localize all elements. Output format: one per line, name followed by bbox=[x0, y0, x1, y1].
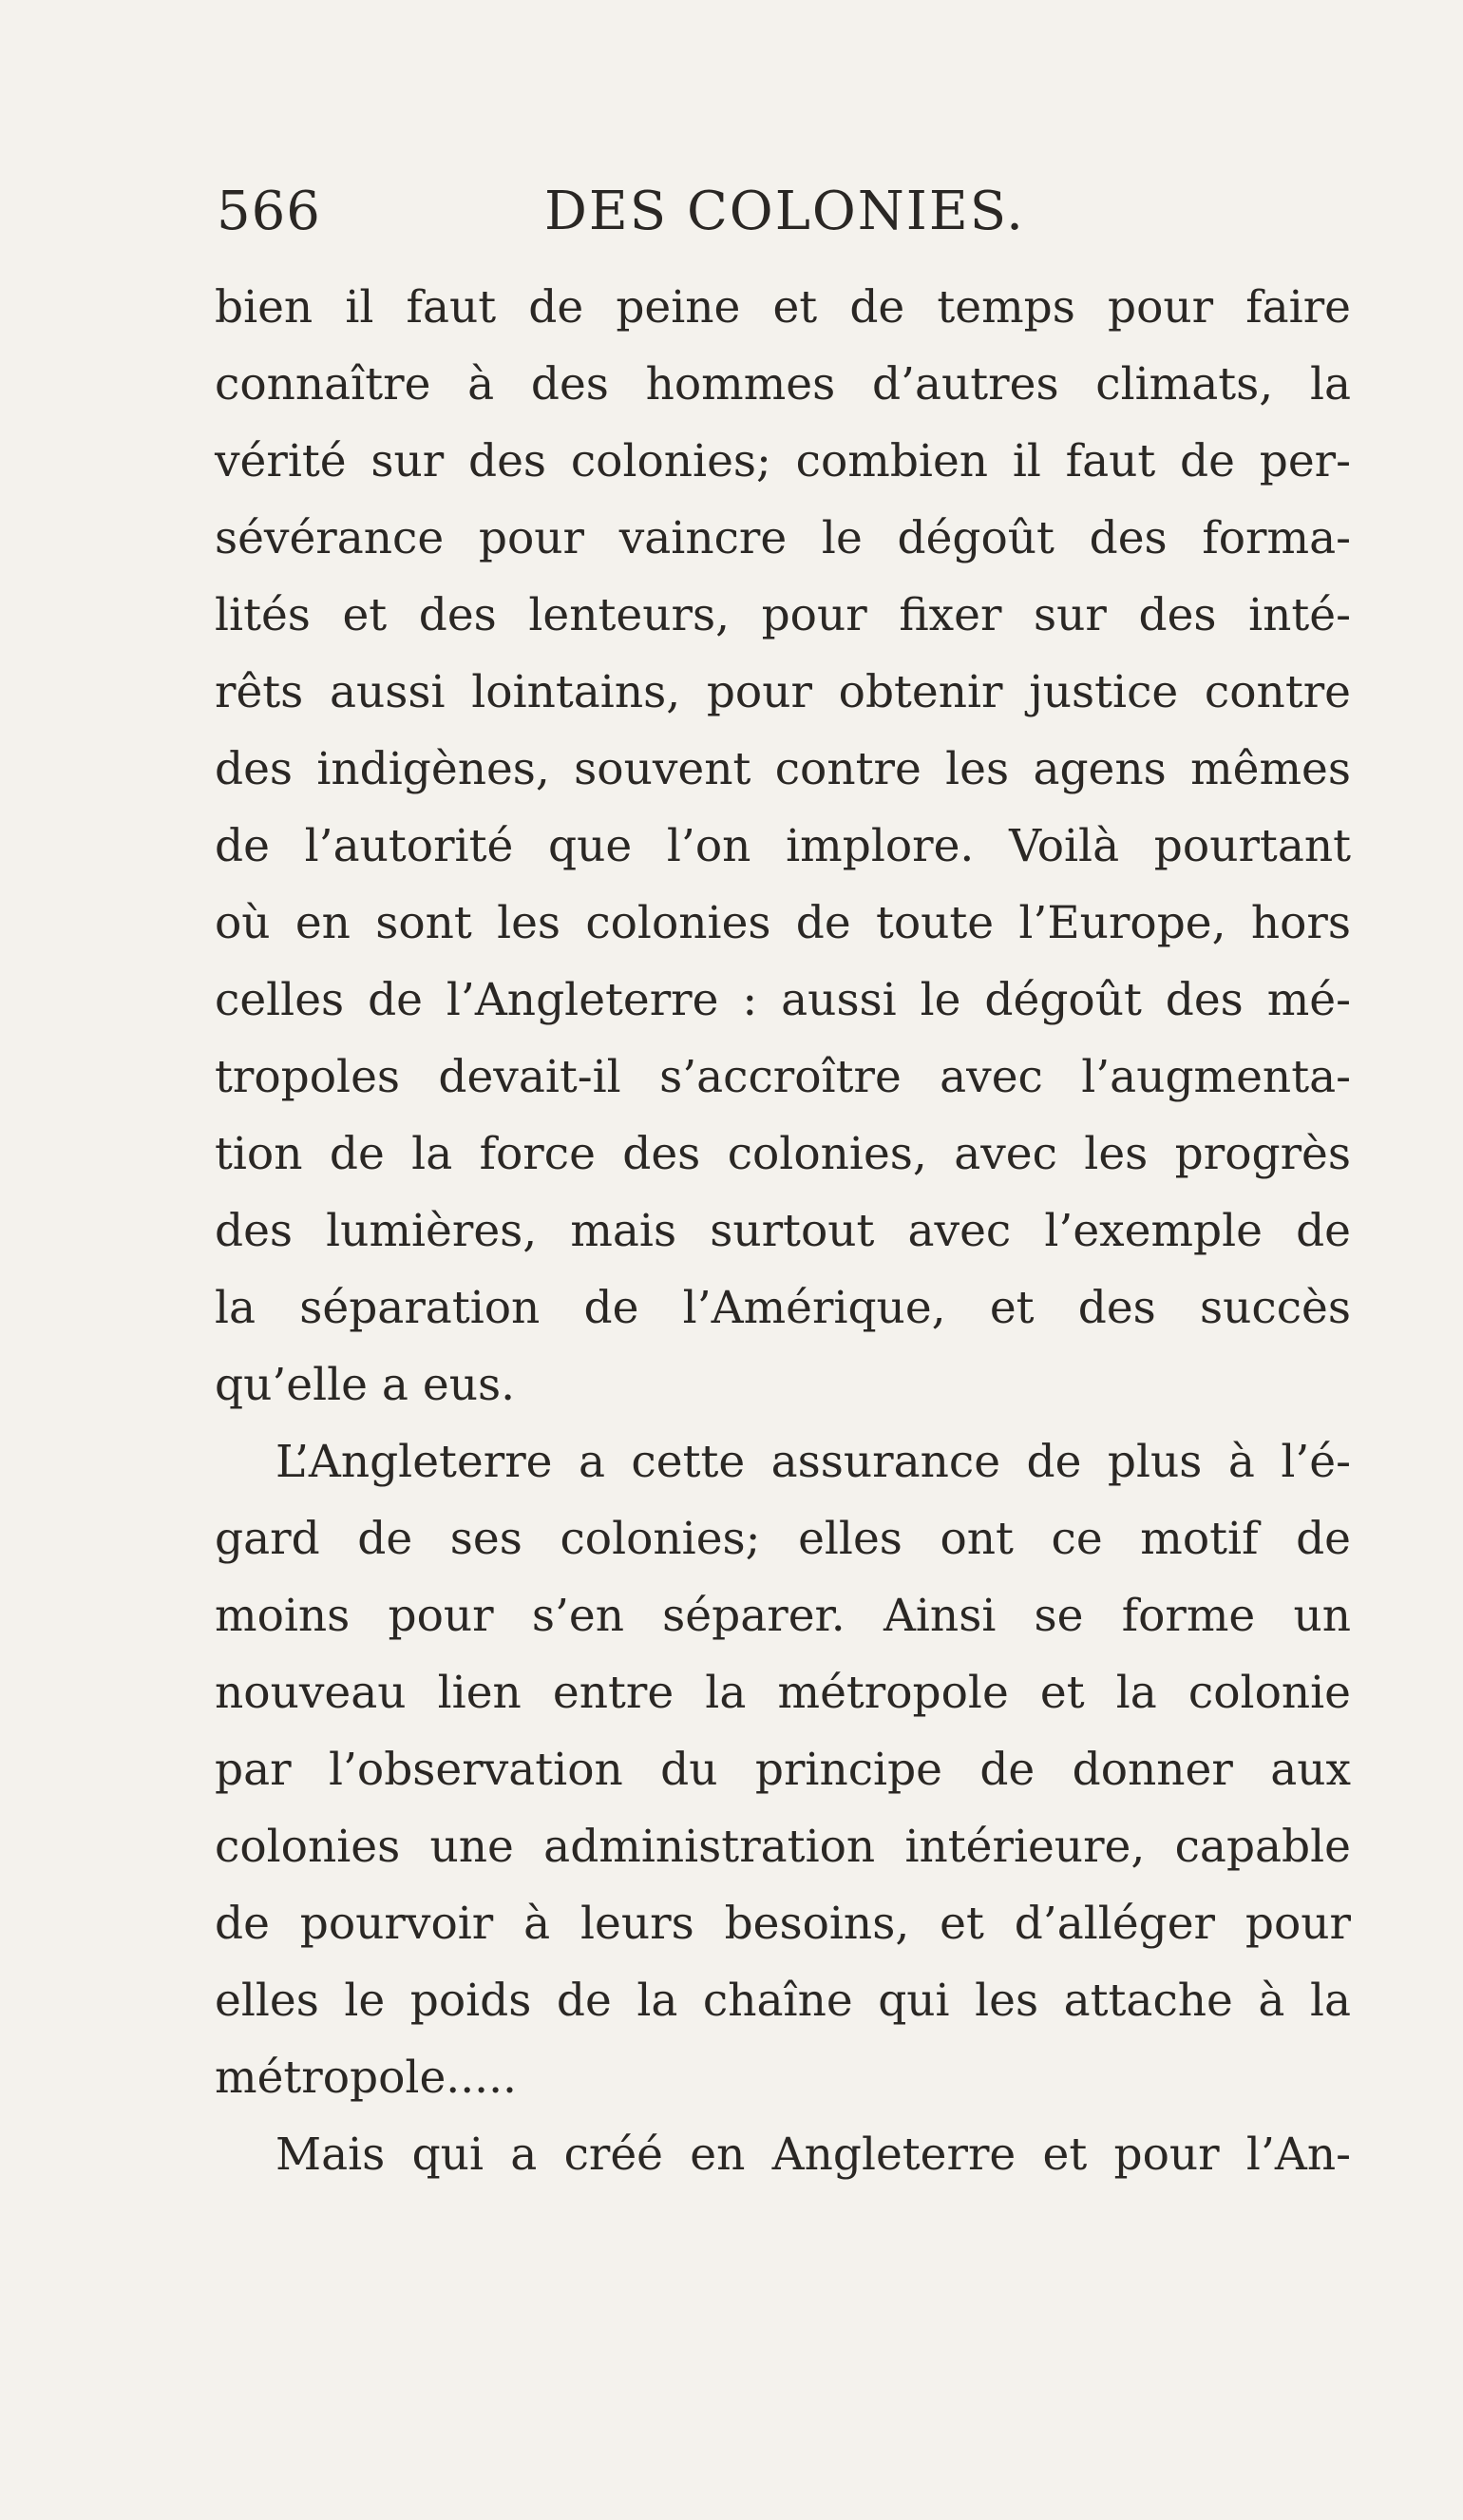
paragraph-end-line: métropole..... bbox=[215, 2052, 517, 2104]
text-line: colonies une administration intérieure, capable bbox=[215, 1821, 1351, 1873]
text-line: moins pour s’en séparer. Ainsi se forme un bbox=[215, 1590, 1351, 1642]
text-line: la séparation de l’Amérique, et des succès bbox=[215, 1282, 1351, 1334]
text-line: nouveau lien entre la métropole et la colonie bbox=[215, 1667, 1351, 1719]
text-line: rêts aussi lointains, pour obtenir justice contre bbox=[215, 666, 1351, 718]
text-line: des lumières, mais surtout avec l’exemple de bbox=[215, 1205, 1351, 1257]
paragraph-end-line: qu’elle a eus. bbox=[215, 1359, 516, 1411]
text-line: connaître à des hommes d’autres climats, la bbox=[215, 358, 1351, 410]
text-line: bien il faut de peine et de temps pour faire bbox=[215, 281, 1351, 334]
text-line: sévérance pour vaincre le dégoût des forma- bbox=[215, 512, 1351, 564]
text-line: par l’observation du principe de donner aux bbox=[215, 1744, 1351, 1796]
running-title: DES COLONIES. bbox=[544, 181, 1025, 242]
paragraph-start-line: L’Angleterre a cette assurance de plus à l’é- bbox=[276, 1436, 1351, 1488]
text-line: tropoles devait-il s’accroître avec l’augmenta- bbox=[215, 1051, 1351, 1103]
text-line: de l’autorité que l’on implore. Voilà pourtant bbox=[215, 820, 1351, 872]
text-line: vérité sur des colonies; combien il faut de per- bbox=[215, 435, 1351, 487]
text-line: elles le poids de la chaîne qui les attache à la bbox=[215, 1975, 1351, 2027]
page-header bbox=[217, 181, 1357, 257]
text-line: gard de ses colonies; elles ont ce motif de bbox=[215, 1513, 1351, 1565]
paragraph-start-line: Mais qui a créé en Angleterre et pour l’An- bbox=[276, 2129, 1351, 2181]
text-line: où en sont les colonies de toute l’Europe, hors bbox=[215, 897, 1351, 949]
page-number: 566 bbox=[217, 181, 321, 242]
body-text bbox=[215, 269, 1351, 2193]
text-line: de pourvoir à leurs besoins, et d’alléger pour bbox=[215, 1898, 1351, 1950]
text-line: celles de l’Angleterre : aussi le dégoût des mé- bbox=[215, 974, 1351, 1026]
text-line: des indigènes, souvent contre les agens mêmes bbox=[215, 743, 1351, 795]
text-line: tion de la force des colonies, avec les progrès bbox=[215, 1128, 1351, 1180]
text-line: lités et des lenteurs, pour fixer sur des inté- bbox=[215, 589, 1351, 641]
